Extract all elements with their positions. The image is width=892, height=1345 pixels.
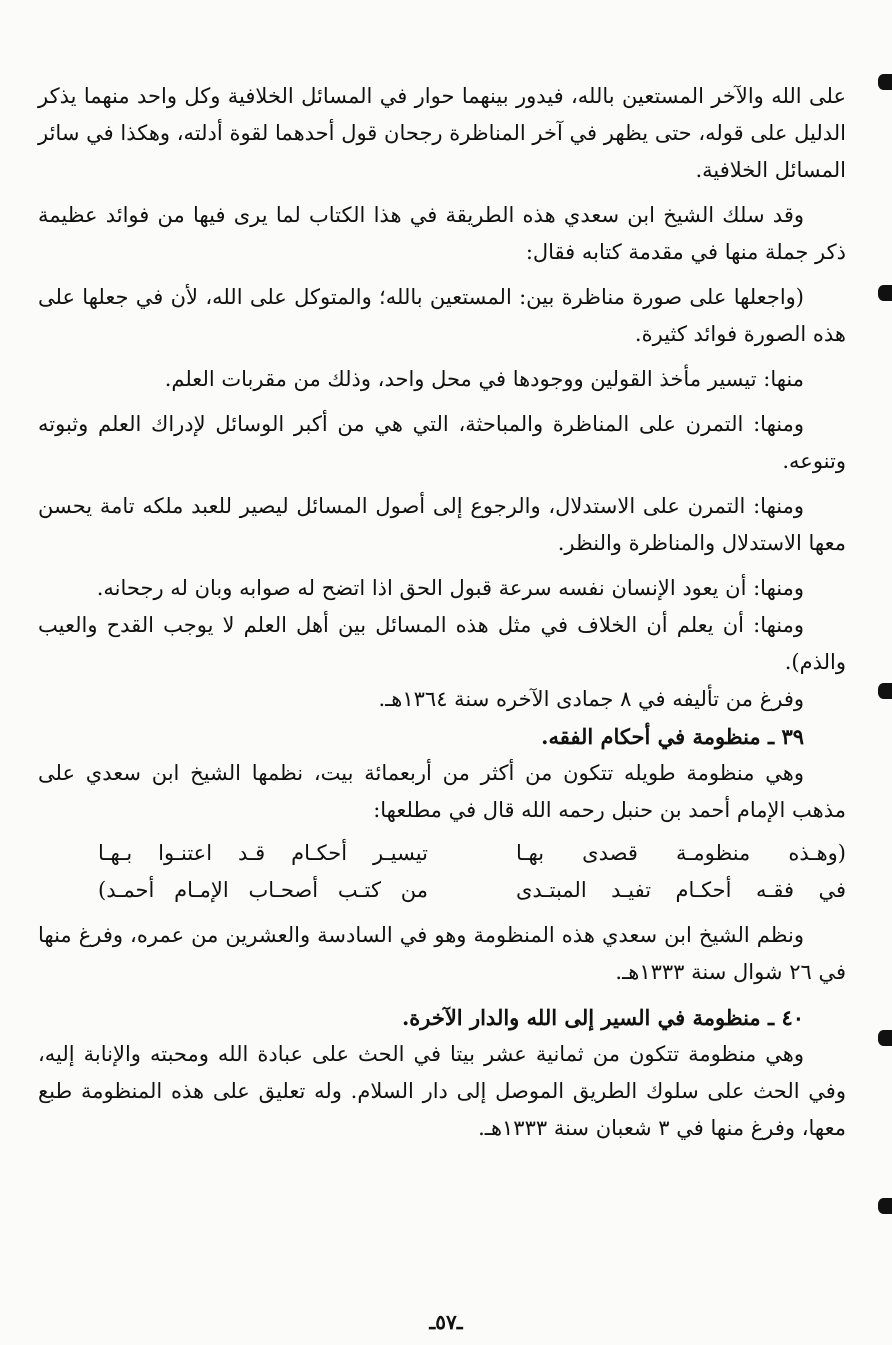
section-heading-40: ٤٠ ـ منظومة في السير إلى الله والدار الآخرة.: [401, 1005, 804, 1030]
section-heading-39: ٣٩ ـ منظومة في أحكام الفقه.: [541, 724, 804, 749]
binding-mark: [878, 74, 892, 90]
paragraph-benefit-4: ومنها: أن يعود الإنسان نفسه سرعة قبول الحق اذا اتضح له صوابه وبان له رجحانه.: [96, 576, 804, 600]
poem-verse-1: [38, 835, 846, 872]
page-number: ـ٥٧ـ: [429, 1310, 463, 1334]
poem-verses: [38, 835, 846, 909]
paragraph-intro: على الله والآخر المستعين بالله، فيدور بينهما حوار في المسائل الخلافية وكل واحد منهما يذكر الدليل على قوله، حتى يظهر في آخر المناظرة رجحان قول أحدهما لقوة أدلته، وهكذا في سائر المسائل الخلافية.: [38, 84, 846, 182]
poem-verse-2: [38, 872, 846, 909]
paragraph-method: وقد سلك الشيخ ابن سعدي هذه الطريقة في هذا الكتاب لما يرى فيها من فوائد عظيمة ذكر جملة منها في مقدمة كتابه فقال:: [38, 203, 846, 264]
poem-hemistich: (وهـذه منظومـة قصدى بهـا: [516, 841, 846, 865]
binding-mark: [878, 1030, 892, 1046]
poem-hemistich: تيسيـر أحكـام قـد اعتنـوا بـهـا: [98, 841, 428, 865]
poem-hemistich: من كتـب أصحـاب الإمـام أحمـد): [98, 878, 428, 902]
paragraph-benefit-1: منها: تيسير مأخذ القولين ووجودها في محل واحد، وذلك من مقربات العلم.: [164, 367, 804, 391]
binding-mark: [878, 1198, 892, 1214]
poem-hemistich: في فقـه أحكـام تفيـد المبتـدى: [516, 878, 846, 902]
paragraph-section-39: وهي منظومة طويله تتكون من أكثر من أربعمائة بيت، نظمها الشيخ ابن سعدي على مذهب الإمام أحمد بن حنبل رحمه الله قال في مطلعها:: [38, 761, 846, 822]
paragraph-benefit-2: ومنها: التمرن على المناظرة والمباحثة، التي هي من أكبر الوسائل لإدراك العلم وثبوته وتنوعه.: [38, 412, 846, 473]
page-body: [38, 78, 846, 1147]
paragraph-completion-date: وفرغ من تأليفه في ٨ جمادى الآخره سنة ١٣٦٤هـ.: [378, 687, 804, 711]
binding-mark: [878, 683, 892, 699]
paragraph-benefit-5: ومنها: أن يعلم أن الخلاف في مثل هذه المسائل بين أهل العلم لا يوجب القدح والعيب والذم).: [38, 613, 846, 674]
binding-mark: [878, 285, 892, 301]
paragraph-quote-start: (واجعلها على صورة مناظرة بين: المستعين بالله؛ والمتوكل على الله، لأن في جعلها على هذه الصورة فوائد كثيرة.: [38, 285, 846, 346]
paragraph-section-39-completion: ونظم الشيخ ابن سعدي هذه المنظومة وهو في السادسة والعشرين من عمره، وفرغ منها في ٢٦ شوال سنة ١٣٣٣هـ.: [38, 923, 846, 984]
paragraph-section-40: وهي منظومة تتكون من ثمانية عشر بيتا في الحث على عبادة الله ومحبته والإنابة إليه، وفي الحث على سلوك الطريق الموصل إلى دار السلام. وله تعليق على هذه المنظومة طبع معها، وفرغ منها في ٣ شعبان سنة ١٣٣٣هـ.: [38, 1042, 846, 1140]
paragraph-benefit-3: ومنها: التمرن على الاستدلال، والرجوع إلى أصول المسائل ليصير للعبد ملكه تامة يحسن معها الاستدلال والمناظرة والنظر.: [38, 494, 846, 555]
